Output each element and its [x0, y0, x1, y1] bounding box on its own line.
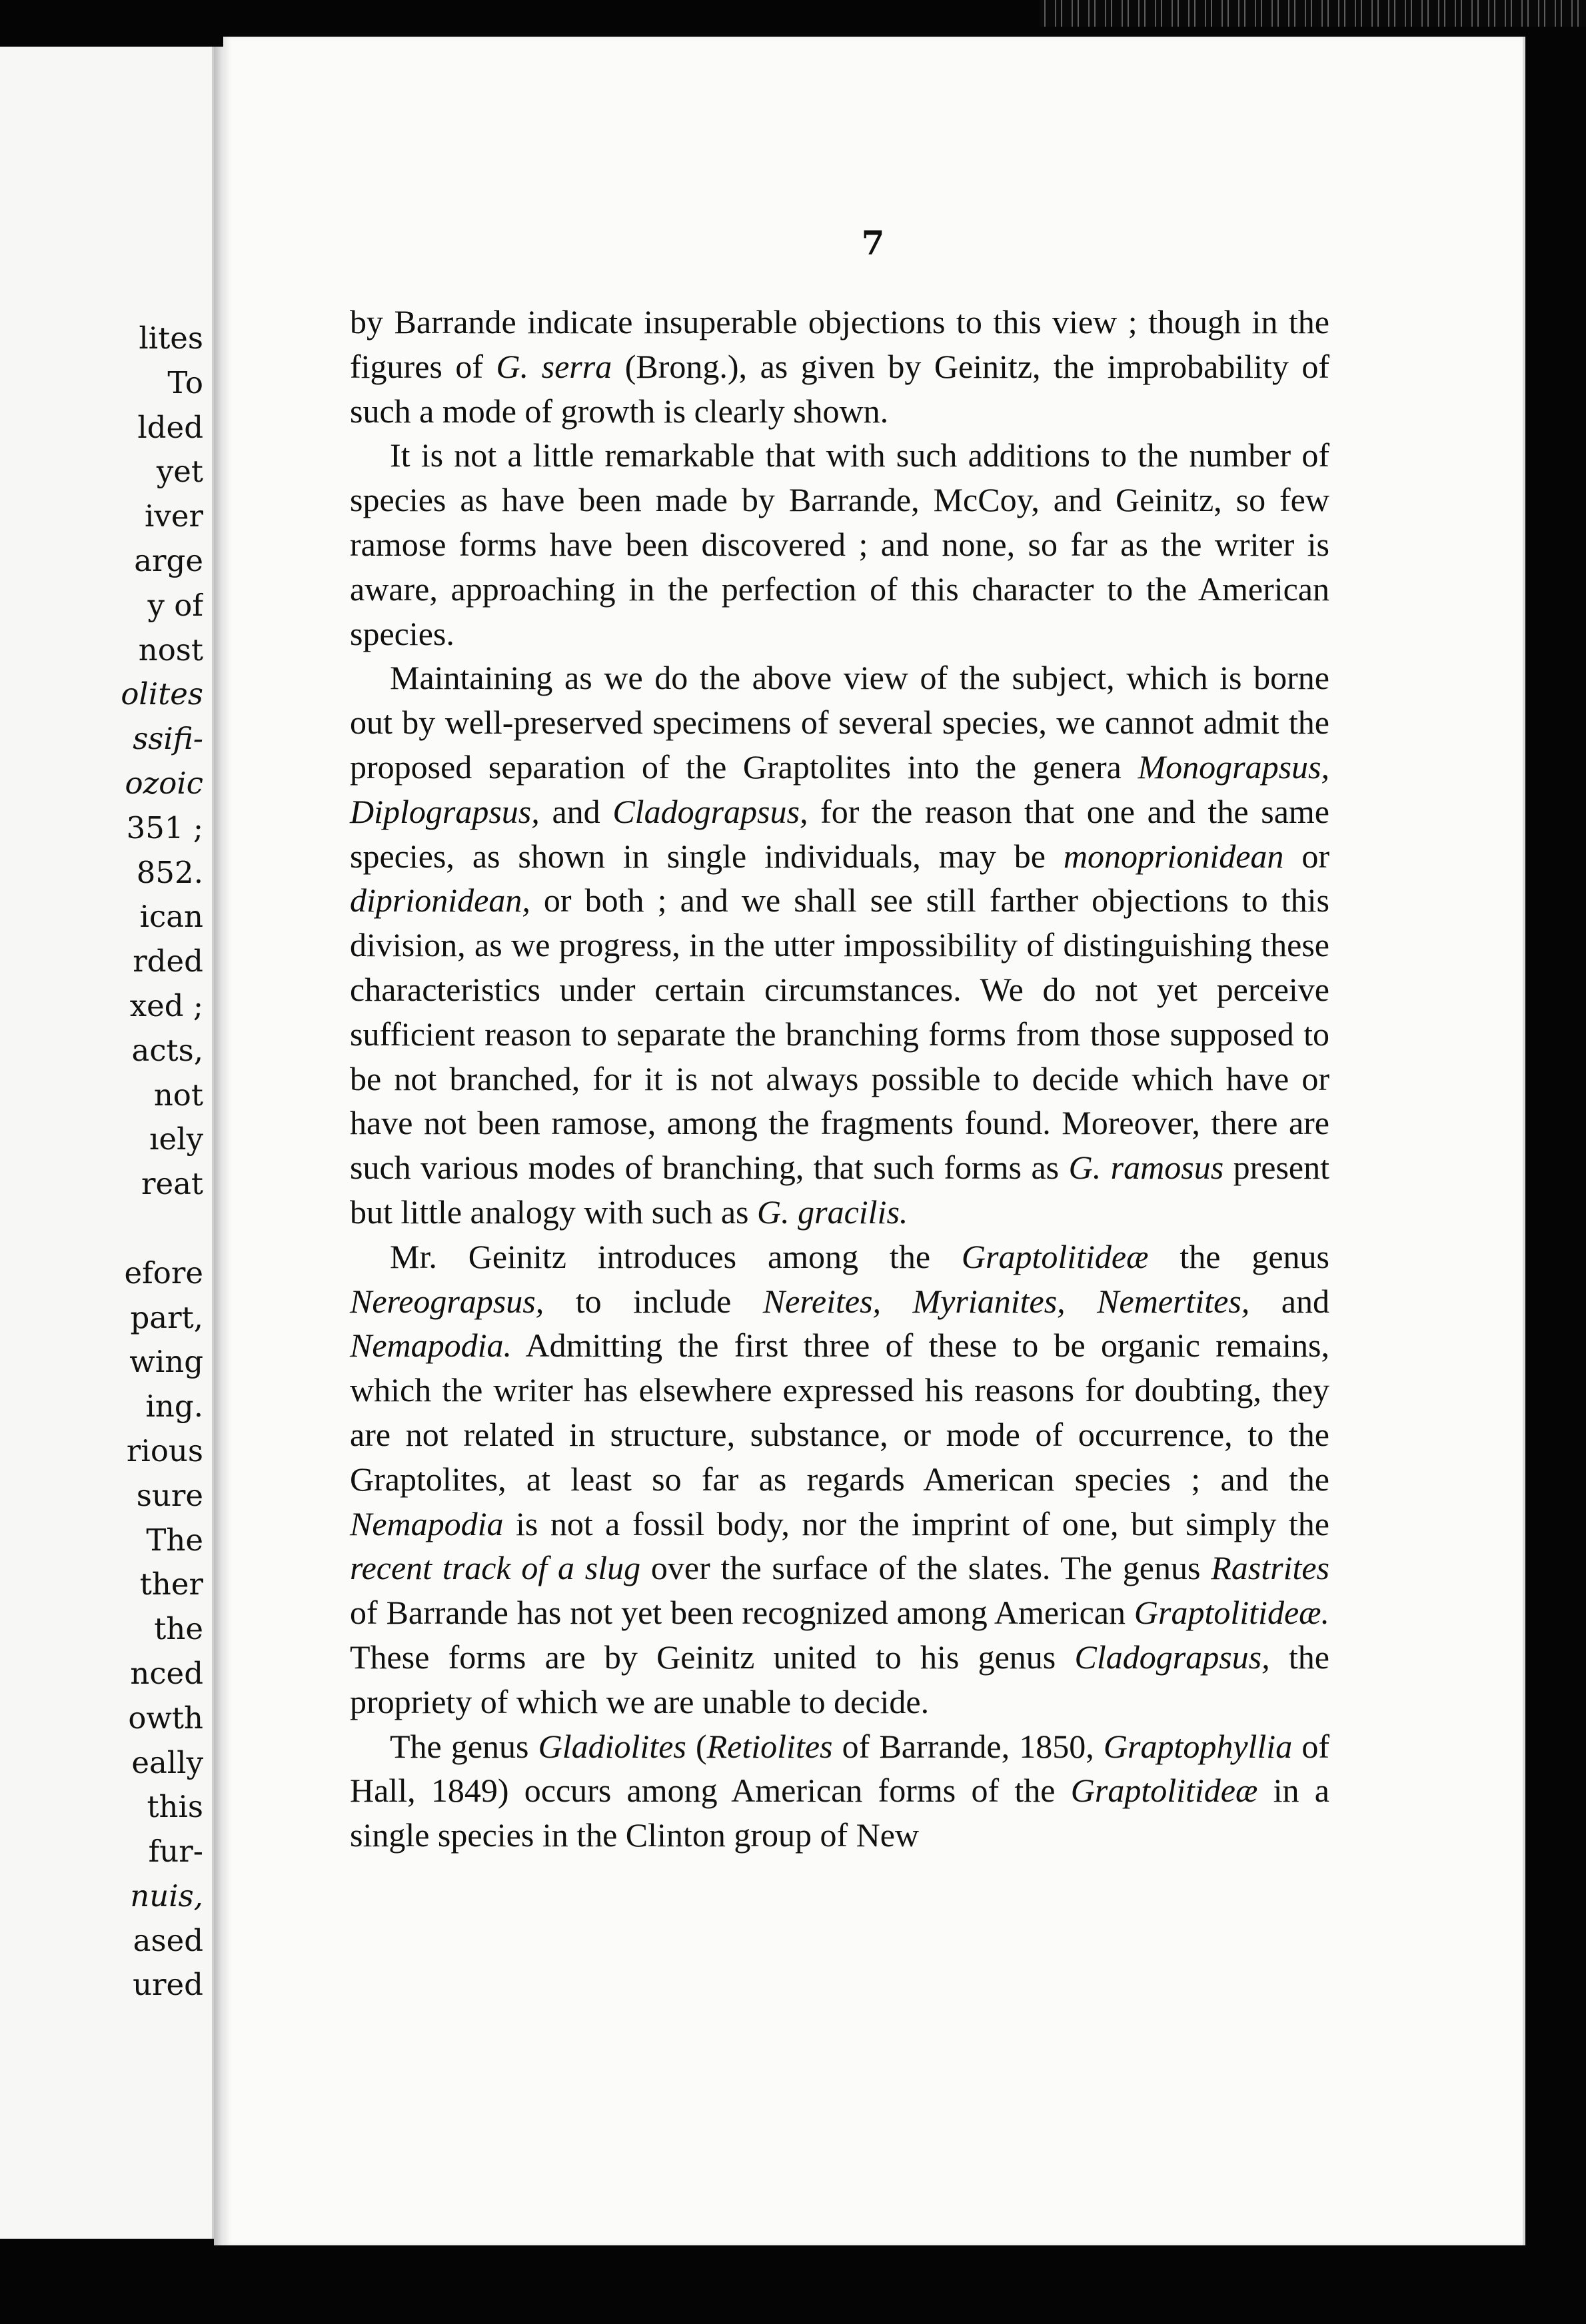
left-facing-page: [0, 47, 214, 2239]
text-run: to include: [544, 1282, 763, 1320]
left-page-fragment: iver: [145, 498, 203, 534]
italic-term: Cladograpsus,: [612, 792, 808, 830]
text-run: Maintaining as we do the above view of the subject, which is borne out by well-preserved specimens of several species, we cannot admit the proposed separation of the Graptolites into the genera: [350, 659, 1329, 786]
left-page-fragment: xed ;: [129, 987, 203, 1023]
left-page-fragment: ican: [139, 899, 203, 935]
italic-term: Retiolites: [706, 1727, 833, 1765]
left-page-fragment: wing: [129, 1344, 203, 1380]
italic-term: Graptolitideæ: [1070, 1772, 1258, 1810]
left-page-fragment: reat: [141, 1166, 203, 1202]
left-page-fragment: arge: [134, 542, 203, 578]
italic-term: Nemapodia: [350, 1504, 504, 1542]
left-page-fragment: ozoic: [125, 765, 203, 801]
left-page-fragment: y of: [147, 587, 203, 623]
italic-term: Cladograpsus,: [1074, 1638, 1270, 1676]
left-page-fragment: sure: [136, 1477, 203, 1513]
italic-term: G. ramosus: [1068, 1149, 1224, 1187]
text-run: by Barrande indicate insuperable objections to this view ; though in the figures of: [350, 303, 1329, 385]
italic-term: Nereograpsus,: [350, 1282, 544, 1320]
left-page-fragment: ased: [133, 1922, 203, 1958]
page-number: 7: [861, 223, 885, 263]
italic-term: Gladiolites: [538, 1727, 686, 1765]
italic-term: Graptophyllia: [1103, 1727, 1293, 1765]
left-page-fragment: this: [147, 1789, 203, 1825]
text-run: The genus: [390, 1727, 538, 1765]
left-page-fragment: ing.: [145, 1389, 203, 1425]
italic-term: G. gracilis.: [757, 1193, 908, 1231]
right-page: [223, 37, 1525, 2245]
left-page-fragment: acts,: [131, 1032, 203, 1068]
page-body-text: [350, 300, 1329, 1858]
text-run: of Barrande, 1850,: [832, 1727, 1104, 1765]
italic-term: G. serra: [496, 347, 612, 385]
paragraph: [350, 1235, 1329, 1724]
text-run: and: [539, 792, 613, 830]
text-run: or both ; and we shall see still farther objections to this division, as we progress, in the utter impossibility of distinguishing these characteristics under certain circumstances. We do not yet perceive sufficient reason to separate the branching forms from those supposed to be not branched, for it is not always possible to decide which have or have not been ramose, among the fragments found. Moreover, there are such various modes of branching, that such forms as: [350, 881, 1329, 1187]
italic-term: Rastrites: [1211, 1549, 1330, 1587]
text-run: of Hall, 1849) occurs among American forms of the: [350, 1727, 1329, 1810]
left-page-fragment: The: [146, 1522, 203, 1558]
left-page-fragment: ther: [139, 1566, 203, 1602]
text-run: is not a fossil body, nor the imprint of one, but simply the: [503, 1504, 1329, 1542]
left-page-fragment: rded: [133, 943, 203, 979]
left-page-fragment: nost: [138, 632, 203, 668]
text-run: Admitting the first three of these to be organic remains, which the writer has elsewhere expressed his reasons for doubting, they are not related in structure, substance, or mode of occurrence, to the Graptolites, at least so far as regards American species ; and the: [350, 1327, 1329, 1498]
italic-term: Graptolitideæ: [961, 1237, 1149, 1275]
text-run: over the surface of the slates. The genus: [640, 1549, 1211, 1587]
text-run: of Barrande has not yet been recognized among American: [350, 1594, 1134, 1632]
paragraph: [350, 656, 1329, 1234]
left-page-fragment: not: [153, 1077, 203, 1113]
left-page-fragment: fur-: [148, 1834, 203, 1870]
left-page-fragment: efore: [124, 1255, 203, 1291]
left-page-fragment: To: [167, 364, 203, 400]
italic-term: diprionidean,: [350, 881, 530, 919]
text-run: (: [686, 1727, 707, 1765]
text-run: or: [1283, 837, 1330, 875]
left-page-fragment: yet: [156, 454, 203, 490]
text-run: in a single species in the Clinton group of New: [350, 1772, 1329, 1854]
left-page-fragment: eally: [131, 1744, 203, 1780]
text-run: the propriety of which we are unable to decide.: [350, 1638, 1329, 1720]
paragraph: [350, 1724, 1329, 1858]
book-gutter: [214, 47, 223, 2245]
left-page-fragment: lded: [137, 409, 203, 445]
scan-noise: [1040, 0, 1586, 27]
italic-term: Monograpsus, Diplograpsus,: [350, 748, 1329, 830]
left-page-line-endings: [0, 316, 203, 2008]
left-page-fragment: the: [154, 1611, 203, 1647]
italic-term: Nemapodia.: [350, 1327, 512, 1365]
text-run: the genus: [1148, 1237, 1329, 1275]
left-page-fragment: nced: [130, 1655, 203, 1691]
left-page-fragment: 351 ;: [126, 810, 203, 846]
text-run: (Brong.), as given by Geinitz, the improbability of such a mode of growth is clearly shown.: [350, 347, 1329, 430]
left-page-fragment: ssifi-: [133, 721, 203, 757]
left-page-fragment: part,: [130, 1299, 203, 1335]
left-page-fragment: 852.: [136, 854, 203, 890]
left-page-fragment: owth: [128, 1700, 203, 1736]
text-run: It is not a little remarkable that with such additions to the number of species as have been made by Barrande, McCoy, and Geinitz, so few ramose forms have been discovered ; and none, so far as the writer is aware, approaching in the perfection of this character to the American species.: [350, 436, 1329, 652]
text-run: and: [1249, 1282, 1330, 1320]
left-page-fragment: ıely: [149, 1121, 203, 1157]
text-run: for the reason that one and the same species, as shown in single individuals, may be: [350, 792, 1329, 875]
left-page-fragment: nuis,: [130, 1878, 203, 1914]
italic-term: monoprionidean: [1063, 837, 1284, 875]
left-page-fragment: ured: [133, 1967, 203, 2003]
italic-term: Nereites, Myrianites, Nemertites,: [762, 1282, 1250, 1320]
paragraph: [350, 300, 1329, 433]
text-run: These forms are by Geinitz united to his genus: [350, 1638, 1075, 1676]
text-run: present but little analogy with such as: [350, 1149, 1330, 1231]
text-run: Mr. Geinitz introduces among the: [390, 1237, 962, 1275]
paragraph: [350, 433, 1329, 656]
italic-term: Graptolitideæ.: [1134, 1594, 1329, 1632]
left-page-fragment: lites: [139, 320, 203, 356]
italic-term: recent track of a slug: [350, 1549, 641, 1587]
left-page-fragment: rious: [126, 1433, 203, 1468]
left-page-fragment: olites: [121, 676, 203, 712]
